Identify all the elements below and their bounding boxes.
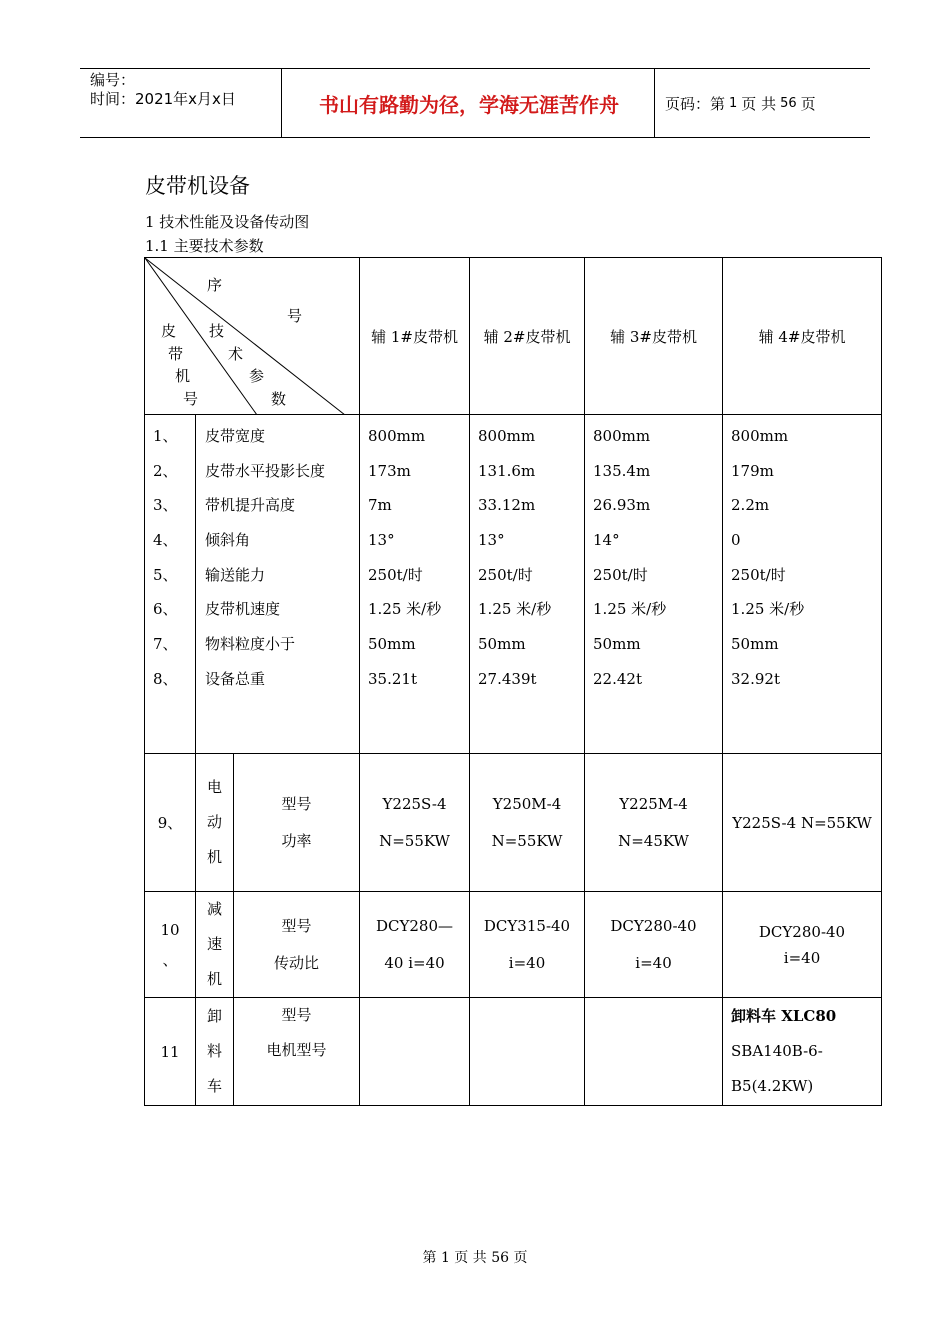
row-group-label: [196, 754, 234, 892]
param-value: 1.25 米/秒: [478, 600, 552, 619]
motor-row: [145, 754, 882, 892]
row-number: [145, 892, 196, 998]
motor-belt-2: [470, 754, 585, 892]
cell-line: DCY315-40: [483, 916, 571, 935]
unloader-row: [145, 998, 882, 1106]
column-header: 辅 4#皮带机: [723, 258, 882, 415]
motor-belt-1: [360, 754, 470, 892]
header-page-info: [665, 69, 816, 137]
diag-label: 参: [249, 367, 265, 385]
motor-belt-4: Y225S-4 N=55KW: [723, 754, 882, 892]
param-value: 27.439t: [478, 669, 537, 688]
cell-line: N=55KW: [379, 831, 450, 850]
row-number: 9、: [145, 754, 196, 892]
cell-line: i=40: [635, 953, 672, 972]
row-number-part: 10: [160, 920, 180, 939]
param-value: 50mm: [368, 635, 416, 654]
param-name: 皮带宽度: [205, 427, 266, 445]
param-value: 800mm: [593, 427, 651, 445]
group-char: 减: [206, 900, 222, 918]
param-name: 物料粒度小于: [205, 635, 296, 654]
param-name: 设备总重: [205, 669, 266, 688]
group-char: 车: [206, 1077, 222, 1095]
motor-belt-3: [585, 754, 723, 892]
cell-line: N=45KW: [618, 831, 689, 850]
cell-line: i=40: [508, 953, 546, 972]
cell-line: DCY280—: [375, 916, 454, 935]
param-value: 2.2m: [731, 496, 770, 515]
reducer-belt-3: [585, 892, 723, 998]
param-name: 皮带机速度: [205, 600, 281, 619]
param-value: 32.92t: [731, 669, 780, 688]
diag-label: 技: [209, 322, 225, 340]
header-meta: [90, 71, 236, 109]
param-no: 4、: [153, 531, 178, 550]
header-motto: 书山有路勤为径，学海无涯苦作舟: [319, 92, 619, 117]
param-name: 带机提升高度: [205, 496, 296, 515]
field-label: 型号: [281, 794, 312, 813]
column-header: 辅 2#皮带机: [470, 258, 585, 415]
values-belt-2: [470, 415, 585, 754]
cell-line: DCY280-40: [610, 916, 697, 935]
reducer-row: [145, 892, 882, 998]
doc-title: 皮带机设备: [145, 174, 250, 198]
param-name: 皮带水平投影长度: [205, 461, 326, 480]
param-value: 131.6m: [478, 461, 536, 480]
diag-label: 皮: [161, 322, 177, 340]
param-value: 800mm: [731, 427, 789, 445]
cell-line: B5(4.2KW): [731, 1077, 814, 1095]
parameter-rows: [145, 415, 882, 754]
diagonal-header-cell: [145, 258, 360, 415]
values-belt-1: [360, 415, 470, 754]
param-value: 26.93m: [593, 496, 651, 515]
values-belt-3: [585, 415, 723, 754]
diag-label: 序: [207, 276, 223, 294]
param-no: 7、: [153, 635, 178, 654]
param-value: 800mm: [368, 427, 426, 445]
param-value: 14°: [593, 531, 620, 550]
subsection-heading: 1.1 主要技术参数: [145, 237, 264, 255]
cell-line: SBA140B-6-: [731, 1042, 823, 1060]
page-prefix: 页码：第: [665, 94, 726, 113]
param-value: 50mm: [731, 635, 779, 654]
cell-line: 40 i=40: [384, 953, 445, 972]
unloader-belt-2: [470, 998, 585, 1106]
row-group-label: [196, 892, 234, 998]
param-no: 1、: [153, 427, 178, 445]
group-char: 机: [206, 848, 222, 866]
row-number-part: 、: [162, 950, 178, 969]
param-value: 0: [731, 531, 741, 550]
param-value: 1.25 米/秒: [593, 600, 667, 619]
param-name: 倾斜角: [205, 531, 251, 550]
param-value: 50mm: [593, 635, 641, 654]
section-heading: 1 技术性能及设备传动图: [145, 213, 310, 231]
field-label: 传动比: [274, 953, 320, 972]
page-mid: 页 共: [741, 94, 777, 113]
cell-line: 卸料车 XLC80: [731, 1007, 837, 1025]
param-value: 35.21t: [368, 669, 417, 688]
diag-label: 号: [183, 390, 199, 408]
param-numbers: [145, 415, 196, 754]
group-char: 料: [206, 1042, 222, 1060]
reducer-belt-4: [723, 892, 882, 998]
param-value: 13°: [368, 531, 395, 550]
unloader-belt-1: [360, 998, 470, 1106]
reducer-belt-2: [470, 892, 585, 998]
group-char: 机: [206, 970, 222, 988]
parameter-table: [144, 257, 882, 1106]
param-value: 173m: [368, 461, 411, 480]
cell-line: i=40: [783, 948, 821, 967]
param-no: 3、: [153, 496, 178, 515]
param-names: [196, 415, 360, 754]
param-value: 135.4m: [593, 461, 651, 480]
page-footer: 第 1 页 共 56 页: [422, 1250, 528, 1266]
diag-label: 带: [168, 345, 184, 363]
row-field-labels: [234, 754, 360, 892]
param-name: 输送能力: [205, 565, 266, 584]
row-group-label: [196, 998, 234, 1106]
param-no: 2、: [153, 461, 178, 480]
page-total: 56: [780, 95, 797, 111]
values-belt-4: [723, 415, 882, 754]
param-no: 8、: [153, 669, 178, 688]
field-label: 功率: [281, 831, 312, 850]
row-field-labels: [234, 998, 360, 1106]
param-value: 250t/时: [478, 565, 533, 584]
diag-label: 机: [175, 367, 191, 385]
diagonal-lines: [145, 258, 360, 415]
diag-label: 术: [228, 345, 244, 363]
cell-line: DCY280-40: [758, 922, 846, 941]
column-header: 辅 1#皮带机: [360, 258, 470, 415]
cell-line: Y225M-4: [619, 794, 688, 813]
table-header-row: [145, 258, 882, 415]
code-label: 编号：: [90, 71, 136, 89]
diag-label: 数: [271, 390, 287, 408]
param-no: 5、: [153, 565, 178, 584]
param-value: 250t/时: [731, 565, 786, 584]
cell-line: N=55KW: [491, 831, 563, 850]
param-value: 179m: [731, 461, 774, 480]
param-value: 33.12m: [478, 496, 536, 515]
param-value: 250t/时: [593, 565, 648, 584]
group-char: 卸: [206, 1007, 222, 1025]
param-value: 1.25 米/秒: [731, 600, 805, 619]
page-suffix: 页: [800, 94, 816, 113]
column-header: 辅 3#皮带机: [585, 258, 723, 415]
row-field-labels: [234, 892, 360, 998]
group-char: 电: [206, 778, 222, 796]
param-value: 250t/时: [368, 565, 423, 584]
diag-label: 号: [287, 307, 303, 325]
field-label: 型号: [281, 1006, 312, 1024]
param-value: 50mm: [478, 635, 526, 654]
param-no: 6、: [153, 600, 178, 619]
param-value: 22.42t: [593, 669, 642, 688]
header-divider: [654, 69, 655, 137]
group-char: 速: [206, 935, 222, 953]
param-value: 1.25 米/秒: [368, 600, 442, 619]
field-label: 电机型号: [266, 1041, 327, 1059]
param-value: 13°: [478, 531, 505, 550]
unloader-belt-4: [723, 998, 882, 1106]
group-char: 动: [206, 813, 222, 831]
cell-line: Y250M-4: [492, 794, 562, 813]
row-number: 11: [145, 998, 196, 1106]
unloader-belt-3: [585, 998, 723, 1106]
reducer-belt-1: [360, 892, 470, 998]
cell-line: Y225S-4: [382, 794, 447, 813]
page-header: [80, 68, 870, 138]
field-label: 型号: [281, 916, 312, 935]
param-value: 7m: [368, 496, 392, 515]
page-number: 1: [729, 95, 738, 111]
date-label: 时间：2021年x月x日: [90, 90, 236, 108]
param-value: 800mm: [478, 427, 536, 445]
